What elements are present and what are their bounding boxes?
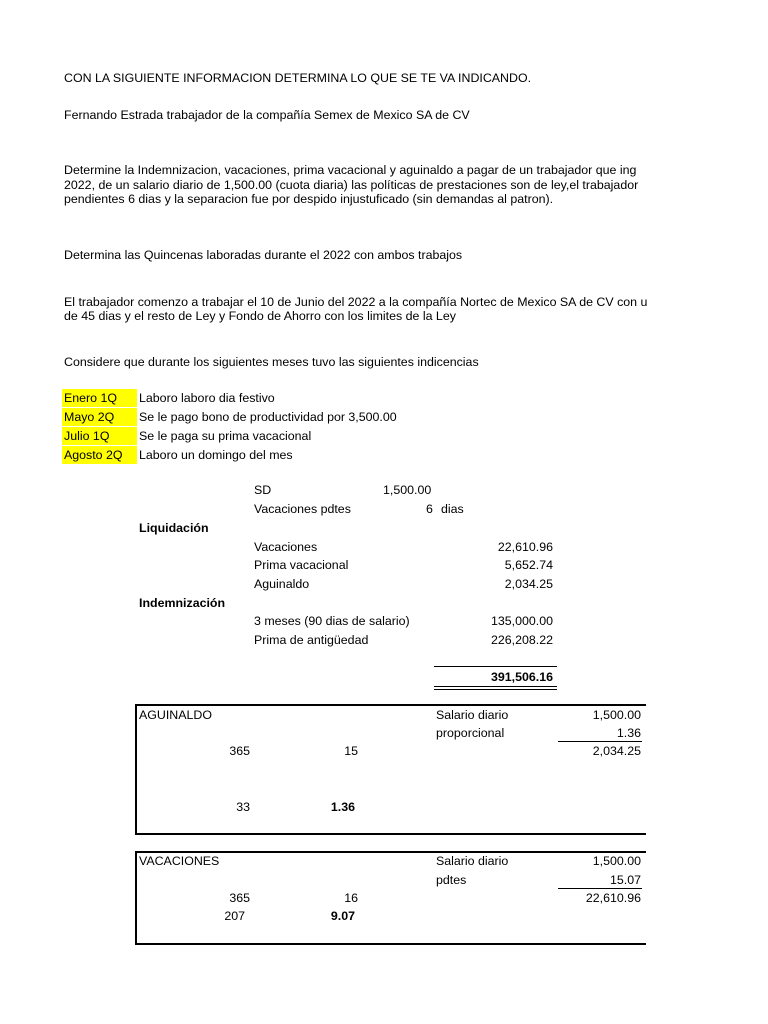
vacaciones-days: 16 [344, 891, 358, 905]
paragraph1-line2: 2022, de un salario diario de 1,500.00 (cuota diaria) las políticas de prestaciones son de ley,el trabajador [64, 178, 639, 192]
paragraph2-line2: de 45 dias y el resto de Ley y Fondo de Ahorro con los limites de la Ley [64, 309, 456, 323]
aguinaldo-sum-rule [558, 741, 642, 742]
vacaciones-box-left [135, 851, 137, 944]
total-value: 391,506.16 [490, 670, 553, 684]
vacaciones-sum-rule [558, 888, 642, 889]
prima-vacacional-value: 5,652.74 [504, 558, 553, 572]
vacaciones-proportional: 9.07 [330, 909, 355, 923]
aguinaldo-proportional: 1.36 [330, 800, 355, 814]
vacaciones-pdtes-days: 6 [426, 502, 433, 516]
aguinaldo-box-top [135, 704, 646, 706]
total-double-rule-1 [434, 686, 557, 687]
vacaciones-days-year: 365 [229, 891, 250, 905]
incidencia-desc: Se le paga su prima vacacional [139, 429, 312, 443]
aguinaldo-salario-value: 1,500.00 [592, 708, 641, 722]
vacaciones-box-title: VACACIONES [139, 854, 220, 868]
aguinaldo-box-left [135, 704, 137, 834]
instruction-text: CON LA SIGUIENTE INFORMACION DETERMINA LO QUE SE TE VA INDICANDO. [64, 71, 532, 85]
indemnizacion-heading: Indemnización [139, 596, 226, 610]
consider-text: Considere que durante los siguientes meses tuvo las siguientes indicencias [64, 355, 479, 369]
tres-meses-value: 135,000.00 [490, 614, 553, 628]
vacaciones-label: Vacaciones [254, 540, 318, 554]
aguinaldo-days-year: 365 [229, 744, 250, 758]
paragraph1-line3: pendientes 6 dias y la separacion fue por despido injustuficado (sin demandas al patron). [64, 192, 554, 206]
vacaciones-result: 22,610.96 [585, 891, 641, 905]
worker-text: Fernando Estrada trabajador de la compañía Semex de Mexico SA de CV [64, 108, 470, 122]
aguinaldo-prop-value: 1.36 [616, 726, 641, 740]
incidencia-desc: Laboro laboro dia festivo [139, 391, 275, 405]
incidencia-period: Agosto 2Q [64, 448, 123, 462]
incidencia-desc: Laboro un domingo del mes [139, 448, 293, 462]
vacaciones-salario-value: 1,500.00 [592, 854, 641, 868]
prima-vacacional-label: Prima vacacional [254, 558, 349, 572]
aguinaldo-label: Aguinaldo [254, 577, 310, 591]
sd-label: SD [254, 483, 272, 497]
total-top-rule [434, 666, 557, 667]
aguinaldo-days-worked: 33 [236, 800, 250, 814]
liquidacion-heading: Liquidación [139, 521, 209, 535]
prima-antiguedad-value: 226,208.22 [490, 633, 553, 647]
aguinaldo-salario-label: Salario diario [436, 708, 509, 722]
vacaciones-value: 22,610.96 [497, 540, 553, 554]
aguinaldo-prop-label: proporcional [436, 726, 505, 740]
vacaciones-pdtes-box-value: 15.07 [609, 873, 641, 887]
total-double-rule-2 [434, 689, 557, 690]
incidencia-period: Enero 1Q [64, 391, 118, 405]
vacaciones-pdtes-label: Vacaciones pdtes [254, 502, 351, 516]
incidencia-desc: Se le pago bono de productividad por 3,500.00 [139, 410, 397, 424]
vacaciones-salario-label: Salario diario [436, 854, 509, 868]
aguinaldo-result: 2,034.25 [592, 744, 641, 758]
prima-antiguedad-label: Prima de antigüedad [254, 633, 369, 647]
vacaciones-pdtes-unit: dias [441, 502, 464, 516]
paragraph2-line1: El trabajador comenzo a trabajar el 10 de Junio del 2022 a la compañía Nortec de Mexico SA de CV con u [64, 295, 648, 309]
vacaciones-pdtes-box-label: pdtes [436, 873, 467, 887]
vacaciones-days-worked: 207 [224, 909, 245, 923]
aguinaldo-box-title: AGUINALDO [139, 708, 212, 722]
incidencia-period: Mayo 2Q [64, 410, 115, 424]
quincenas-text: Determina las Quincenas laboradas durante el 2022 con ambos trabajos [64, 248, 463, 262]
aguinaldo-days: 15 [344, 744, 358, 758]
aguinaldo-value: 2,034.25 [504, 577, 553, 591]
vacaciones-box-top [135, 851, 646, 853]
paragraph1-line1: Determine la Indemnizacion, vacaciones, prima vacacional y aguinaldo a pagar de un trabajador que ing [64, 163, 637, 177]
tres-meses-label: 3 meses (90 dias de salario) [254, 614, 410, 628]
vacaciones-box-bottom [135, 943, 646, 945]
aguinaldo-box-bottom [135, 833, 646, 835]
sd-value: 1,500.00 [383, 483, 432, 497]
incidencia-period: Julio 1Q [64, 429, 110, 443]
